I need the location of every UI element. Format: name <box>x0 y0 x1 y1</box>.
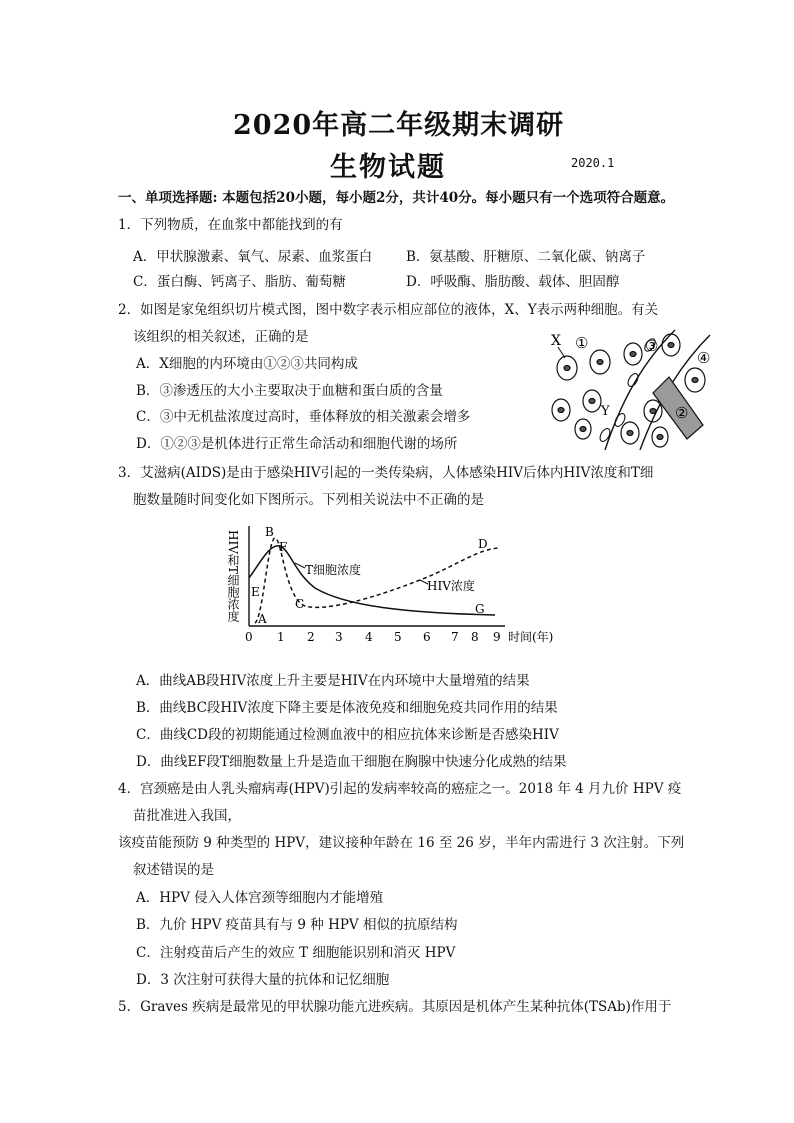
label-1: ① <box>575 334 589 352</box>
question-1-option-b: B．氨基酸、肝糖原、二氧化碳、钠离子 <box>406 249 646 265</box>
question-1-option-a: A．甲状腺激素、氧气、尿素、血浆蛋白 <box>133 249 373 265</box>
tick-8: 8 <box>471 630 479 644</box>
x-axis-ticks <box>245 630 501 644</box>
question-1-option-d: D．呼吸酶、脂肪酸、载体、胆固醇 <box>406 274 620 290</box>
question-4-stem-line3: 该疫苗能预防 9 种类型的 HPV，建议接种年龄在 16 至 26 岁，半年内需进行 3 次注射。下列 <box>118 835 685 851</box>
question-2-stem-line2: 该组织的相关叙述，正确的是 <box>133 329 309 345</box>
point-b: B <box>265 525 274 539</box>
tick-7: 7 <box>451 630 459 644</box>
point-e: E <box>251 585 260 599</box>
question-2-stem-line1: 2．如图是家兔组织切片模式图，图中数字表示相应部位的液体，X、Y表示两种细胞。有关 <box>118 302 659 318</box>
label-2: ② <box>675 404 689 422</box>
question-4-option-c: C．注射疫苗后产生的效应 T 细胞能识别和消灭 HPV <box>136 945 456 961</box>
question-4-stem-line2: 苗批准进入我国， <box>133 808 241 824</box>
tick-1: 1 <box>277 630 285 644</box>
exam-title: 2020年高二年级期末调研 <box>233 110 565 141</box>
point-a: A <box>258 612 267 626</box>
tick-4: 4 <box>365 630 373 644</box>
label-y: Y <box>601 404 610 419</box>
hiv-label: HIV浓度 <box>427 579 475 593</box>
label-3: ③ <box>645 337 659 355</box>
question-3-option-b: B．曲线BC段HIV浓度下降主要是体液免疫和细胞免疫共同作用的结果 <box>136 700 558 716</box>
question-4-option-a: A．HPV 侵入人体宫颈等细胞内才能增殖 <box>136 890 384 906</box>
question-4-option-b: B．九价 HPV 疫苗具有与 9 种 HPV 相似的抗原结构 <box>136 917 458 933</box>
tissue-section-figure <box>545 325 725 450</box>
tick-0: 0 <box>245 630 253 644</box>
question-1-stem: 1．下列物质，在血浆中都能找到的有 <box>118 217 343 233</box>
exam-subtitle: 生物试题 <box>330 152 446 183</box>
question-4-stem-line1: 4．宫颈癌是由人乳头瘤病毒(HPV)引起的发病率较高的癌症之一。2018 年 4 月九价 HPV 疫 <box>118 781 682 797</box>
tissue-cells-left <box>552 343 642 439</box>
label-4: ④ <box>697 349 711 367</box>
hiv-tcell-graph <box>225 518 570 648</box>
question-2-option-d: D．①②③是机体进行正常生命活动和细胞代谢的场所 <box>136 436 458 452</box>
t-cell-label: T细胞浓度 <box>305 563 362 577</box>
exam-date: 2020.1 <box>571 156 615 170</box>
question-3-option-c: C．曲线CD段的初期能通过检测血液中的相应抗体来诊断是否感染HIV <box>136 727 559 743</box>
question-5-stem-line1: 5．Graves 疾病是最常见的甲状腺功能亢进疾病。其原因是机体产生某种抗体(TSAb)作用于 <box>118 999 672 1015</box>
tick-9: 9 <box>493 630 501 644</box>
section-heading: 一、单项选择题: 本题包括20小题，每小题2分，共计40分。每小题只有一个选项符合题意。 <box>118 190 675 206</box>
tick-3: 3 <box>335 630 343 644</box>
question-2-option-a: A．X细胞的内环境由①②③共同构成 <box>136 356 358 372</box>
point-d: D <box>478 537 488 551</box>
question-3-option-a: A．曲线AB段HIV浓度上升主要是HIV在内环境中大量增殖的结果 <box>136 673 530 689</box>
tick-6: 6 <box>423 630 431 644</box>
graph-y-axis-label: HIV和T细胞浓度 <box>226 530 240 622</box>
question-4-option-d: D．3 次注射可获得大量的抗体和记忆细胞 <box>136 972 390 988</box>
question-1-option-c: C．蛋白酶、钙离子、脂肪、葡萄糖 <box>133 274 346 290</box>
question-4-stem-line4: 叙述错误的是 <box>133 862 214 878</box>
point-c: C <box>295 597 305 611</box>
graph-x-axis-label: 时间(年) <box>508 630 554 644</box>
question-3-stem-line2: 胞数量随时间变化如下图所示。下列相关说法中不正确的是 <box>133 492 484 508</box>
tick-5: 5 <box>394 630 402 644</box>
point-f: F <box>279 540 288 554</box>
label-x-pointer <box>558 347 565 358</box>
tick-2: 2 <box>307 630 315 644</box>
question-2-option-b: B．③渗透压的大小主要取决于血糖和蛋白质的含量 <box>136 383 443 399</box>
question-2-option-c: C．③中无机盐浓度过高时，垂体释放的相关激素会增多 <box>136 409 471 425</box>
label-x: X <box>551 333 561 349</box>
point-g: G <box>475 602 485 616</box>
question-3-stem-line1: 3．艾滋病(AIDS)是由于感染HIV引起的一类传染病，人体感染HIV后体内HIV浓度和T细 <box>118 465 654 481</box>
question-3-option-d: D．曲线EF段T细胞数量上升是造血干细胞在胸腺中快速分化成熟的结果 <box>136 754 567 770</box>
